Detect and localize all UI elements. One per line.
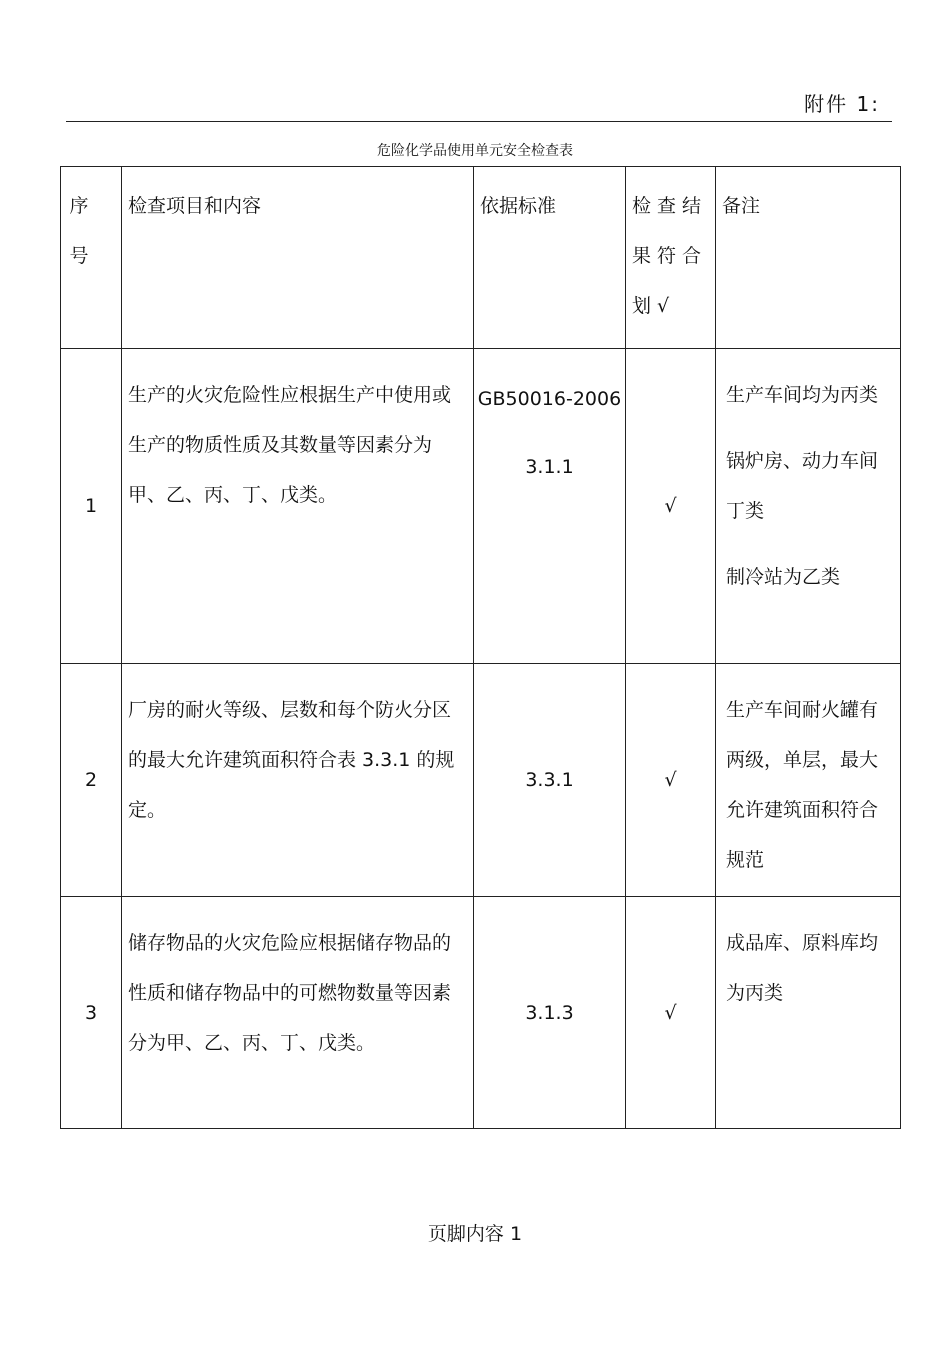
header-divider bbox=[66, 121, 892, 122]
row-note: 生产车间耐火罐有两级，单层，最大允许建筑面积符合规范 bbox=[716, 664, 901, 897]
page-footer: 页脚内容 1 bbox=[427, 1223, 523, 1245]
row-result-check: √ bbox=[626, 664, 716, 897]
row-note: 成品库、原料库均为丙类 bbox=[716, 897, 901, 1129]
note-part: 制冷站为乙类 bbox=[726, 566, 841, 588]
row-item: 厂房的耐火等级、层数和每个防火分区的最大允许建筑面积符合表 3.3.1 的规定。 bbox=[122, 664, 474, 897]
standard-clause: 3.1.1 bbox=[525, 456, 574, 478]
table-row bbox=[61, 349, 901, 664]
row-standard: 3.3.1 bbox=[474, 664, 626, 897]
standard-code: GB50016-2006 bbox=[477, 388, 622, 410]
note-part: 锅炉房、动力车间丁类 bbox=[726, 450, 879, 522]
row-result-check: √ bbox=[626, 349, 716, 664]
row-seq: 1 bbox=[61, 349, 122, 664]
document-title: 危险化学品使用单元安全检查表 bbox=[377, 143, 573, 159]
header-note: 备注 bbox=[716, 167, 901, 349]
note-part: 生产车间均为丙类 bbox=[726, 384, 879, 406]
row-note bbox=[716, 349, 901, 664]
table-row bbox=[61, 664, 901, 897]
row-item: 生产的火灾危险性应根据生产中使用或生产的物质性质及其数量等因素分为甲、乙、丙、丁、戊类。 bbox=[122, 349, 474, 664]
header-seq: 序号 bbox=[61, 167, 122, 349]
table-row bbox=[61, 897, 901, 1129]
header-standard: 依据标准 bbox=[474, 167, 626, 349]
table-header-row bbox=[61, 167, 901, 349]
row-seq: 3 bbox=[61, 897, 122, 1129]
row-standard: 3.1.3 bbox=[474, 897, 626, 1129]
row-seq: 2 bbox=[61, 664, 122, 897]
row-result-check: √ bbox=[626, 897, 716, 1129]
attachment-label: 附件 1: bbox=[804, 92, 880, 116]
header-item: 检查项目和内容 bbox=[122, 167, 474, 349]
header-result: 检查结果符合划√ bbox=[626, 167, 716, 349]
safety-check-table bbox=[60, 166, 901, 1129]
row-standard bbox=[474, 349, 626, 664]
row-item: 储存物品的火灾危险应根据储存物品的性质和储存物品中的可燃物数量等因素分为甲、乙、丙、丁、戊类。 bbox=[122, 897, 474, 1129]
